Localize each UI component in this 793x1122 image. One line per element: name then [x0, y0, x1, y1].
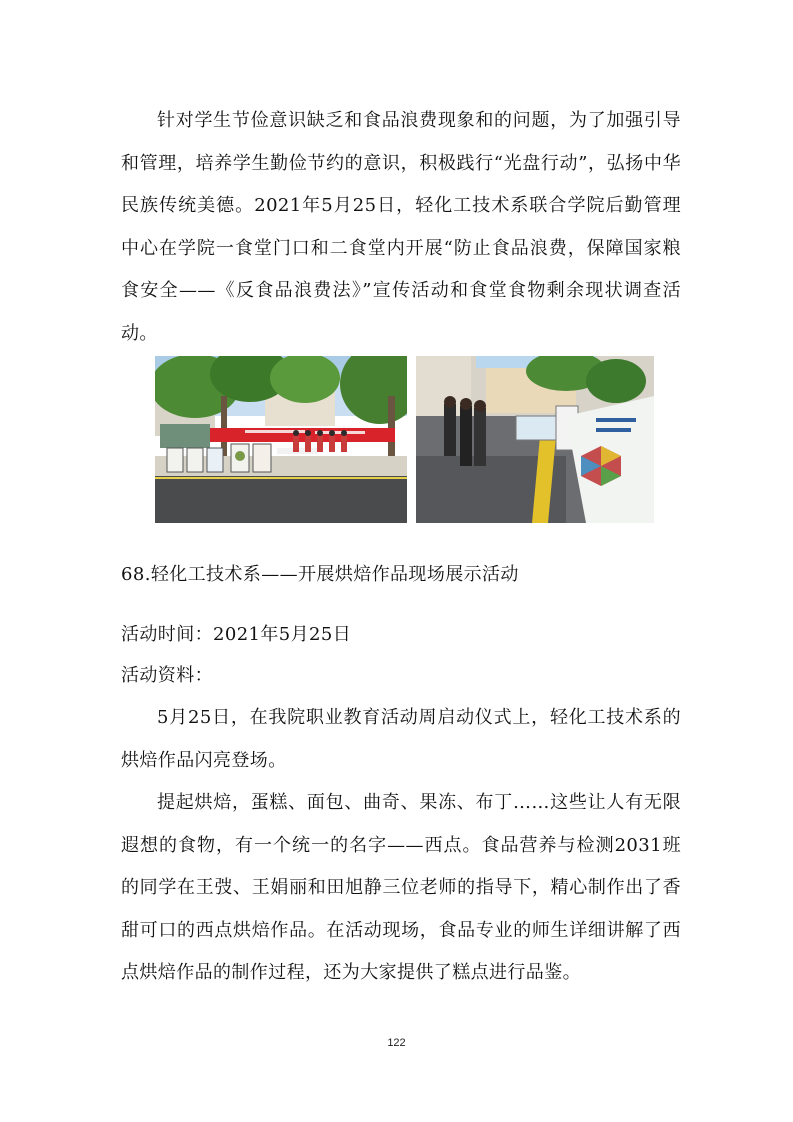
section-heading: 68.轻化工技术系——开展烘焙作品现场展示活动 — [121, 564, 519, 585]
page-number: 122 — [387, 1037, 406, 1049]
activity-time: 活动时间：2021年5月25日 — [121, 624, 352, 645]
paragraph-3: 提起烘焙，蛋糕、面包、曲奇、果冻、布丁……这些让人有无限遐想的食物，有一个统一的名字——西点。食品营养与检测2031班的同学在王弢、王娟丽和田旭静三位老师的指导下，精心制作出了香甜可口的西点烘焙作品。在活动现场，食品专业的师生详细讲解了西点烘焙作品的制作过程，还为大家提供了糕点进行品鉴。 — [121, 792, 681, 983]
intro-paragraph: 针对学生节俭意识缺乏和食品浪费现象和的问题，为了加强引导和管理，培养学生勤俭节约的意识，积极践行“光盘行动”，弘扬中华民族传统美德。2021年5月25日，轻化工技术系联合学院后勤管理中心在学院一食堂门口和二食堂内开展“防止食品浪费，保障国家粮食安全——《反食品浪费法》”宣传活动和食堂食物剩余现状调查活动。 — [121, 110, 681, 344]
event-photo-display-boards — [416, 356, 654, 523]
event-photo-outdoor — [155, 356, 407, 523]
activity-material-label: 活动资料： — [121, 665, 213, 686]
paragraph-2: 5月25日，在我院职业教育活动周启动仪式上，轻化工技术系的烘焙作品闪亮登场。 — [121, 707, 681, 771]
